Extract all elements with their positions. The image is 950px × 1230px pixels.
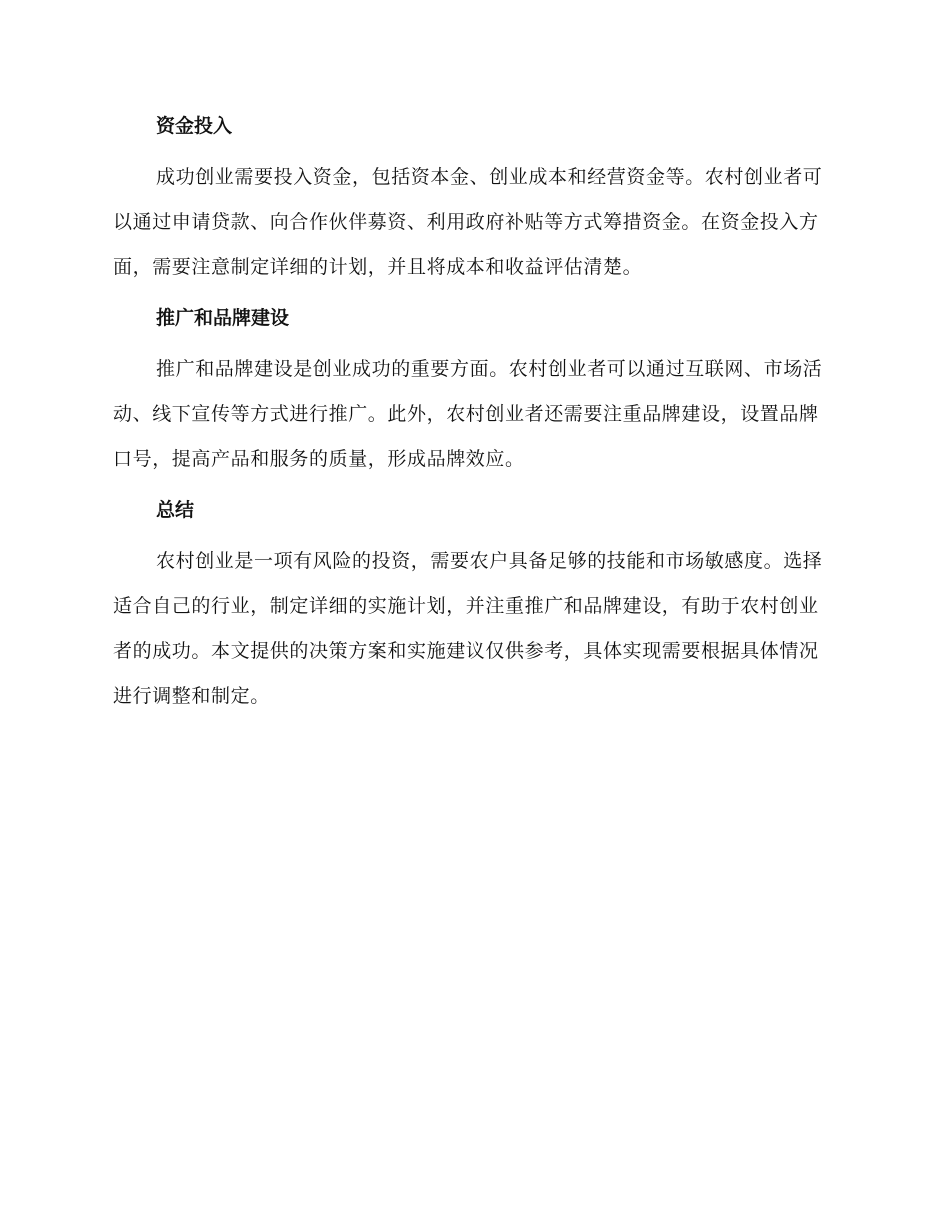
section-paragraph: 成功创业需要投入资金，包括资本金、创业成本和经营资金等。农村创业者可以通过申请贷款、向合作伙伴募资、利用政府补贴等方式筹措资金。在资金投入方面，需要注意制定详细的计划，并且将成本和收益评估清楚。 xyxy=(113,166,823,278)
section-heading: 资金投入 xyxy=(156,115,233,137)
section-summary xyxy=(113,494,833,719)
document-body xyxy=(113,110,833,731)
section-promotion-branding xyxy=(113,302,833,482)
section-heading: 总结 xyxy=(156,499,195,521)
section-paragraph: 农村创业是一项有风险的投资，需要农户具备足够的技能和市场敏感度。选择适合自己的行业，制定详细的实施计划，并注重推广和品牌建设，有助于农村创业者的成功。本文提供的决策方案和实施建议仅供参考，具体实现需要根据具体情况进行调整和制定。 xyxy=(113,550,823,707)
section-heading: 推广和品牌建设 xyxy=(156,307,290,329)
section-funding xyxy=(113,110,833,290)
section-paragraph: 推广和品牌建设是创业成功的重要方面。农村创业者可以通过互联网、市场活动、线下宣传等方式进行推广。此外，农村创业者还需要注重品牌建设，设置品牌口号，提高产品和服务的质量，形成品牌效应。 xyxy=(113,358,823,470)
